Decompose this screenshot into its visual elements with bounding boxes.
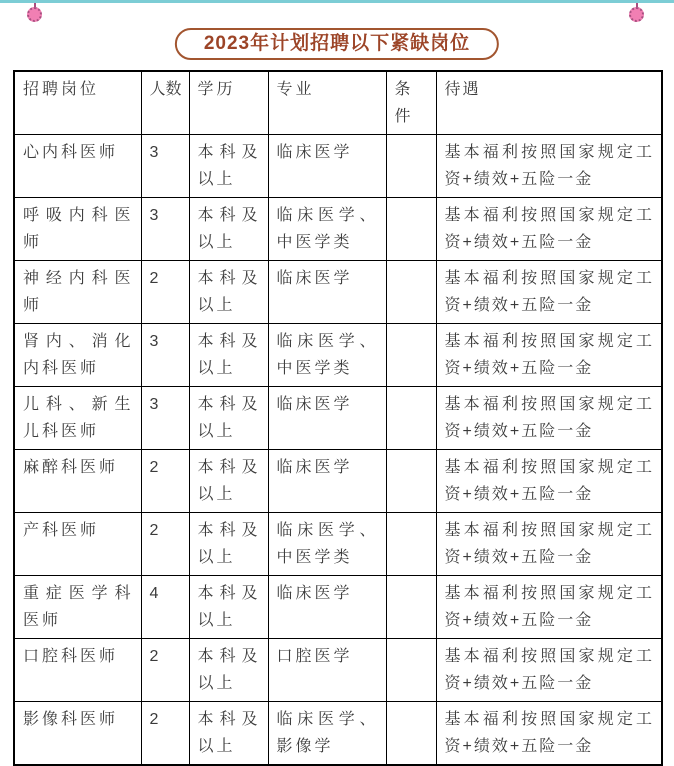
cell-education: 本科及以上: [189, 576, 268, 639]
table-row: [14, 639, 662, 702]
cell-condition: [386, 198, 436, 261]
cell-benefits: 基本福利按照国家规定工资+绩效+五险一金: [436, 198, 662, 261]
top-accent-bar: [0, 0, 674, 3]
cell-benefits: 基本福利按照国家规定工资+绩效+五险一金: [436, 450, 662, 513]
cell-condition: [386, 324, 436, 387]
cell-education: 本科及以上: [189, 639, 268, 702]
cell-major: 临床医学、中医学类: [268, 198, 386, 261]
cell-position: 肾内、消化内科医师: [14, 324, 141, 387]
cell-condition: [386, 702, 436, 766]
table-row: [14, 576, 662, 639]
header-education: 学历: [189, 71, 268, 135]
cell-position: 麻醉科医师: [14, 450, 141, 513]
table-row: [14, 324, 662, 387]
cell-education: 本科及以上: [189, 513, 268, 576]
table-row: [14, 387, 662, 450]
cell-position: 心内科医师: [14, 135, 141, 198]
cell-position: 重症医学科医师: [14, 576, 141, 639]
table-row: [14, 261, 662, 324]
cell-major: 临床医学: [268, 135, 386, 198]
cell-major: 临床医学、中医学类: [268, 513, 386, 576]
cell-benefits: 基本福利按照国家规定工资+绩效+五险一金: [436, 639, 662, 702]
cell-count: 4: [141, 576, 189, 639]
cell-count: 2: [141, 702, 189, 766]
header-count: 人数: [141, 71, 189, 135]
table-body: [14, 135, 662, 766]
header-condition: 条件: [386, 71, 436, 135]
cell-condition: [386, 576, 436, 639]
cell-count: 2: [141, 261, 189, 324]
table-row: [14, 702, 662, 766]
recruitment-table: [13, 70, 663, 766]
cell-count: 2: [141, 513, 189, 576]
hanging-ornament-left: [27, 3, 42, 22]
cell-position: 呼吸内科医师: [14, 198, 141, 261]
ornament-ball-icon: [27, 7, 42, 22]
header-position: 招聘岗位: [14, 71, 141, 135]
cell-major: 口腔医学: [268, 639, 386, 702]
cell-count: 2: [141, 450, 189, 513]
cell-condition: [386, 135, 436, 198]
cell-count: 3: [141, 324, 189, 387]
cell-benefits: 基本福利按照国家规定工资+绩效+五险一金: [436, 387, 662, 450]
cell-education: 本科及以上: [189, 198, 268, 261]
table-row: [14, 513, 662, 576]
header-major: 专业: [268, 71, 386, 135]
cell-position: 口腔科医师: [14, 639, 141, 702]
cell-major: 临床医学: [268, 576, 386, 639]
cell-major: 临床医学: [268, 387, 386, 450]
cell-major: 临床医学: [268, 261, 386, 324]
cell-education: 本科及以上: [189, 387, 268, 450]
cell-condition: [386, 639, 436, 702]
cell-condition: [386, 387, 436, 450]
cell-position: 影像科医师: [14, 702, 141, 766]
table-row: [14, 450, 662, 513]
cell-major: 临床医学、影像学: [268, 702, 386, 766]
cell-education: 本科及以上: [189, 450, 268, 513]
table-row: [14, 198, 662, 261]
hanging-ornament-right: [629, 3, 644, 22]
cell-position: 神经内科医师: [14, 261, 141, 324]
cell-major: 临床医学、中医学类: [268, 324, 386, 387]
cell-condition: [386, 450, 436, 513]
cell-benefits: 基本福利按照国家规定工资+绩效+五险一金: [436, 702, 662, 766]
cell-major: 临床医学: [268, 450, 386, 513]
cell-benefits: 基本福利按照国家规定工资+绩效+五险一金: [436, 513, 662, 576]
cell-education: 本科及以上: [189, 324, 268, 387]
cell-education: 本科及以上: [189, 261, 268, 324]
cell-benefits: 基本福利按照国家规定工资+绩效+五险一金: [436, 135, 662, 198]
header-benefits: 待遇: [436, 71, 662, 135]
cell-condition: [386, 261, 436, 324]
cell-count: 2: [141, 639, 189, 702]
ornament-ball-icon: [629, 7, 644, 22]
cell-position: 产科医师: [14, 513, 141, 576]
cell-position: 儿科、新生儿科医师: [14, 387, 141, 450]
cell-education: 本科及以上: [189, 702, 268, 766]
cell-benefits: 基本福利按照国家规定工资+绩效+五险一金: [436, 576, 662, 639]
cell-benefits: 基本福利按照国家规定工资+绩效+五险一金: [436, 261, 662, 324]
cell-count: 3: [141, 387, 189, 450]
cell-count: 3: [141, 135, 189, 198]
table-header-row: [14, 71, 662, 135]
table-row: [14, 135, 662, 198]
cell-benefits: 基本福利按照国家规定工资+绩效+五险一金: [436, 324, 662, 387]
cell-education: 本科及以上: [189, 135, 268, 198]
page-title: 2023年计划招聘以下紧缺岗位: [175, 28, 499, 60]
cell-count: 3: [141, 198, 189, 261]
cell-condition: [386, 513, 436, 576]
